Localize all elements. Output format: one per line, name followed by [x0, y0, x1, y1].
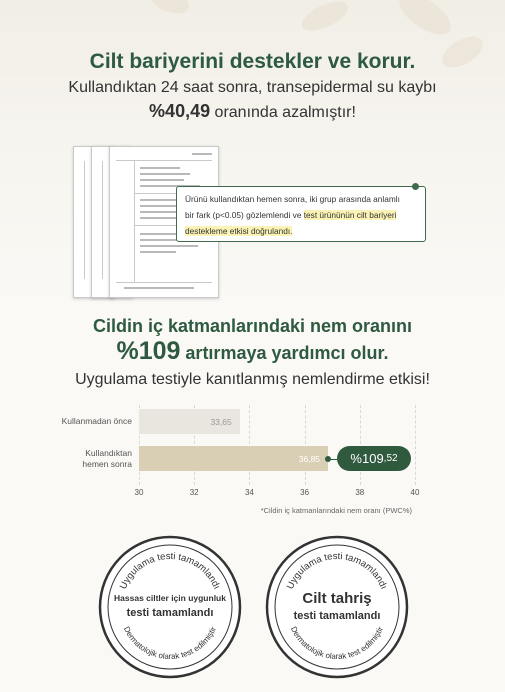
x-tick-label: 30: [134, 488, 144, 497]
x-tick-label: 32: [189, 488, 199, 497]
seal2-arc-top: Uygulama testi tamamlandı: [284, 550, 390, 592]
callout-anchor-dot: [412, 183, 419, 190]
moisture-percent: %109: [116, 337, 181, 365]
chart-gridline: [415, 405, 416, 485]
chart-gridline: [249, 405, 250, 485]
section2-title-line2: %109 artırmaya yardımcı olur.: [116, 337, 389, 365]
section1-subtitle-line1: Kullandıktan 24 saat sonra, transepidermal su kaybı: [68, 79, 437, 96]
tewl-percent: %40,49: [149, 101, 211, 121]
dermatology-test-seal: [98, 535, 243, 680]
x-tick-label: 36: [300, 488, 310, 497]
y-category-label: Kullandıktan hemen sonra: [82, 447, 132, 469]
bar-value-label: 33,65: [210, 416, 232, 427]
x-tick-label: 34: [244, 488, 254, 497]
chart-gridline: [360, 405, 361, 485]
bar-connector-line: [328, 459, 337, 460]
seal2-line2: testi tamamlandı: [293, 610, 381, 622]
increase-badge: %109 ,52: [337, 446, 411, 471]
chart-bar: [139, 409, 240, 434]
irritation-test-seal: [265, 535, 410, 680]
seal2-arc-bottom: Dermatolojik olarak test edilmiştir: [288, 625, 386, 662]
y-category-label: Kullanmadan önce: [61, 416, 132, 426]
study-result-callout: Ürünü kullandıktan hemen sonra, iki grup arasında anlamlı bir fark (p<0.05) gözlemlendi ve test ürününün cilt bariyeri destekleme etkisi doğrulandı.: [176, 186, 426, 242]
section2-subtitle: Uygulama testiyle kanıtlanmış nemlendirme etkisi!: [75, 371, 430, 388]
section1-title: Cilt bariyerini destekler ve korur.: [89, 50, 416, 73]
chart-bar: [139, 446, 328, 471]
seal1-line1: Hassas ciltler için uygunluk: [114, 593, 226, 603]
x-tick-label: 38: [355, 488, 365, 497]
seal2-line1: Cilt tahriş: [302, 590, 372, 607]
seal1-arc-bottom: Dermatolojik olarak test edilmiştir: [121, 625, 219, 662]
section1-subtitle-line2: %40,49 oranında azalmıştır!: [149, 101, 356, 121]
x-tick-label: 40: [410, 488, 420, 497]
chart-gridline: [305, 405, 306, 485]
seal1-line2: testi tamamlandı: [126, 607, 214, 619]
chart-footnote: *Cildin iç katmanlarındaki nem oranı (PWC%): [260, 506, 412, 515]
section2-title-line1: Cildin iç katmanlarındaki nem oranını: [92, 316, 413, 336]
seal1-arc-top: Uygulama testi tamamlandı: [117, 550, 223, 592]
bar-value-label: 36,85: [298, 453, 321, 464]
